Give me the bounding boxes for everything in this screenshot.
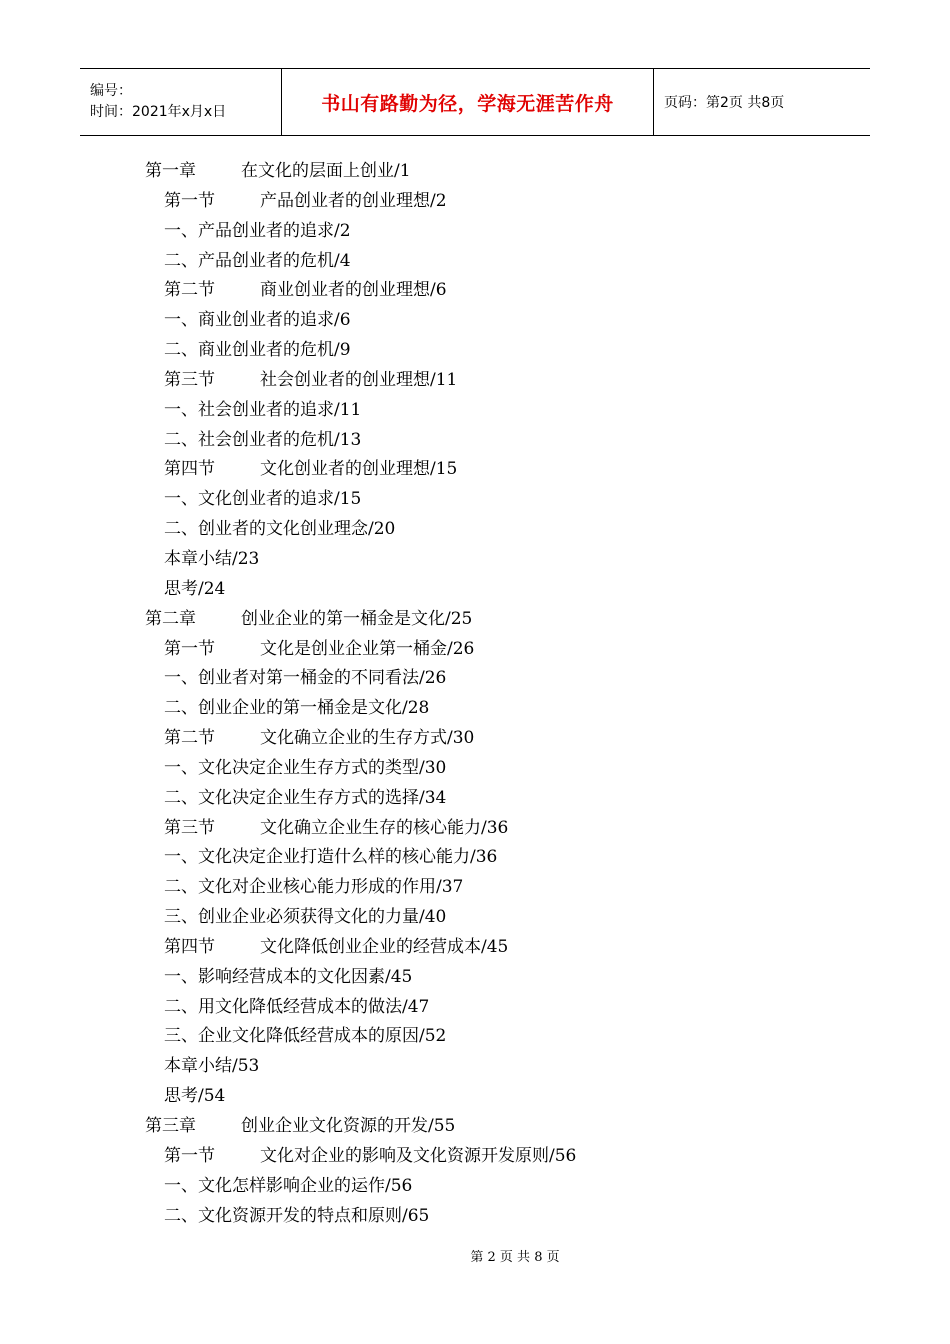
toc-item-title: 本章小结/53 [164,1056,260,1077]
toc-item-title: 一、商业创业者的追求/6 [164,310,351,331]
header-page-info: 页码：第2页 共8页 [664,95,785,111]
toc-chapter [0,605,950,635]
header-meta-cell [80,69,282,135]
toc-section [0,933,950,963]
toc-section-title: 产品创业者的创业理想/2 [260,190,447,211]
toc-item [0,1172,950,1202]
toc-section-title: 文化是创业企业第一桶金/26 [260,638,475,659]
toc-section-label: 第二节 [164,728,215,749]
toc-section-title: 社会创业者的创业理想/11 [260,369,458,390]
toc-section-title: 文化确立企业的生存方式/30 [260,728,475,749]
toc-item-title: 思考/54 [164,1086,226,1107]
toc-section [0,724,950,754]
toc-item [0,694,950,724]
toc-section-label: 第二节 [164,280,215,301]
header-page-cell [654,69,870,135]
toc-item-title: 一、影响经营成本的文化因素/45 [164,966,413,987]
toc-item [0,784,950,814]
toc-section-title: 商业创业者的创业理想/6 [260,280,447,301]
toc-section-label: 第三节 [164,369,215,390]
toc-section [0,455,950,485]
toc-item-title: 一、文化怎样影响企业的运作/56 [164,1175,413,1196]
toc-chapter-title: 在文化的层面上创业/1 [241,161,411,181]
toc-item-title: 一、文化决定企业生存方式的类型/30 [164,757,447,778]
toc-item [0,575,950,605]
toc-item-title: 一、产品创业者的追求/2 [164,220,351,241]
toc-item-title: 二、创业者的文化创业理念/20 [164,519,396,540]
toc-item [0,664,950,694]
toc-item-title: 二、文化资源开发的特点和原则/65 [164,1205,430,1226]
footer-page-number: 第 2 页 共 8 页 [470,1250,560,1265]
toc-item [0,247,950,277]
toc-item [0,963,950,993]
toc-section-title: 文化确立企业生存的核心能力/36 [260,817,509,838]
toc-item [0,306,950,336]
toc-item-title: 本章小结/23 [164,548,260,569]
toc-chapter-title: 创业企业文化资源的开发/55 [241,1116,456,1136]
toc-item-title: 二、用文化降低经营成本的做法/47 [164,996,430,1017]
toc-item-title: 二、商业创业者的危机/9 [164,340,351,361]
toc-item-title: 二、创业企业的第一桶金是文化/28 [164,698,430,719]
toc-section [0,187,950,217]
toc-item [0,545,950,575]
toc-section [0,635,950,665]
toc-item-title: 二、文化决定企业生存方式的选择/34 [164,787,447,808]
page-header [80,68,870,136]
document-number-label: 编号： [90,83,132,99]
toc-chapter-label: 第二章 [145,608,196,629]
toc-section-title: 文化降低创业企业的经营成本/45 [260,936,509,957]
toc-chapter-label: 第一章 [145,161,196,181]
toc-item [0,1052,950,1082]
toc-item [0,903,950,933]
toc-chapter [0,1112,950,1142]
toc-section [0,366,950,396]
header-motto: 书山有路勤为径，学海无涯苦作舟 [321,92,614,115]
toc-item-title: 二、社会创业者的危机/13 [164,429,362,450]
toc-item [0,754,950,784]
toc-chapter [0,157,950,187]
toc-section-label: 第一节 [164,190,215,211]
toc-section-label: 第四节 [164,459,215,480]
toc-item [0,396,950,426]
toc-section-title: 文化对企业的影响及文化资源开发原则/56 [260,1145,577,1166]
toc-item-title: 一、创业者对第一桶金的不同看法/26 [164,668,447,689]
toc-section [0,814,950,844]
toc-item [0,843,950,873]
toc-item-title: 思考/24 [164,578,226,599]
toc-item [0,1022,950,1052]
toc-section-label: 第三节 [164,817,215,838]
toc-section-title: 文化创业者的创业理想/15 [260,459,458,480]
page-footer [0,1246,950,1265]
toc-section-label: 第一节 [164,638,215,659]
document-time-label: 时间：2021年x月x日 [90,104,227,120]
toc-item [0,1202,950,1232]
table-of-contents [0,157,950,1231]
toc-item-title: 三、企业文化降低经营成本的原因/52 [164,1026,447,1047]
toc-chapter-title: 创业企业的第一桶金是文化/25 [241,608,473,629]
toc-chapter-label: 第三章 [145,1116,196,1136]
toc-item [0,426,950,456]
toc-section-label: 第四节 [164,936,215,957]
toc-item [0,515,950,545]
toc-section [0,276,950,306]
toc-item-title: 二、文化对企业核心能力形成的作用/37 [164,877,464,898]
toc-item [0,485,950,515]
toc-item [0,873,950,903]
toc-item-title: 一、文化创业者的追求/15 [164,489,362,510]
toc-section-label: 第一节 [164,1145,215,1166]
toc-item [0,336,950,366]
toc-item-title: 一、文化决定企业打造什么样的核心能力/36 [164,847,498,868]
toc-item-title: 二、产品创业者的危机/4 [164,250,351,271]
toc-item [0,993,950,1023]
toc-item-title: 三、创业企业必须获得文化的力量/40 [164,907,447,928]
header-motto-cell [282,69,654,135]
toc-section [0,1142,950,1172]
toc-item [0,1082,950,1112]
toc-item-title: 一、社会创业者的追求/11 [164,399,362,420]
toc-item [0,217,950,247]
